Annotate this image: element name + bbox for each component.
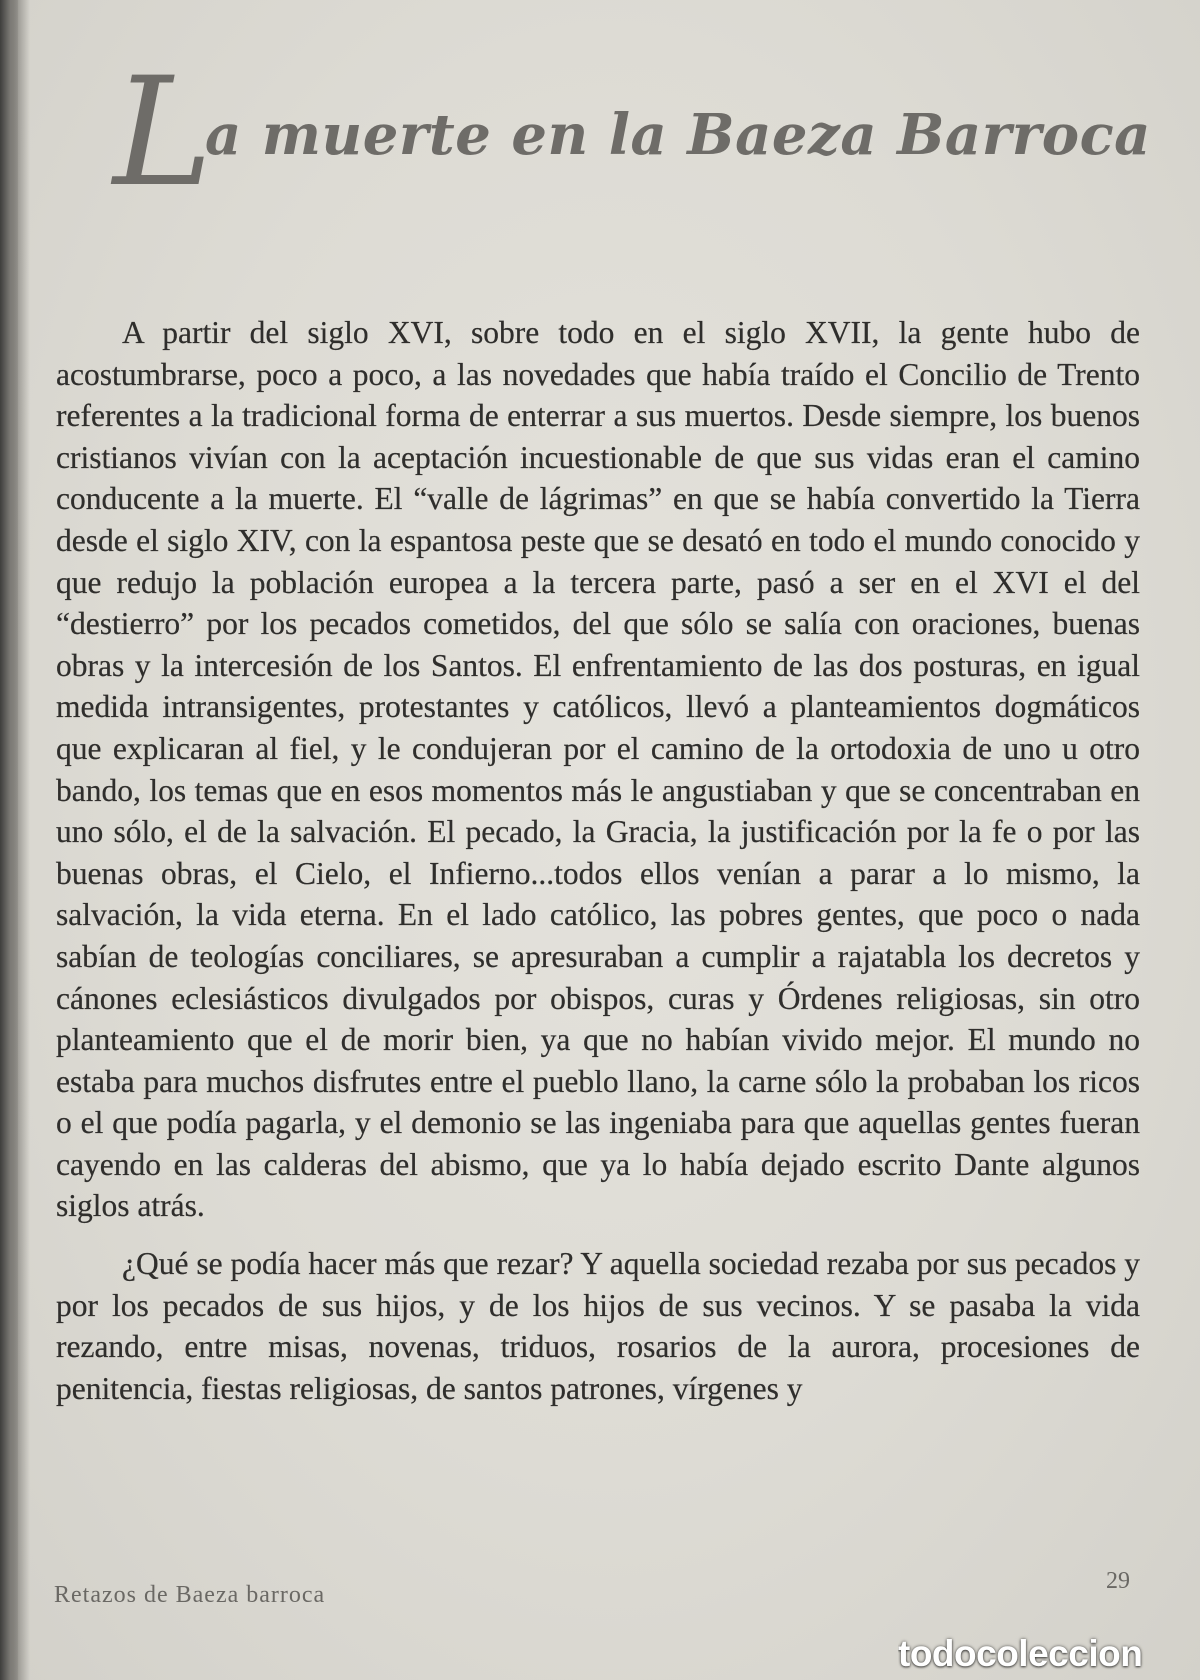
chapter-title: [113, 46, 1151, 220]
body-paragraph-1: A partir del siglo XVI, sobre todo en el siglo XVII, la gente hubo de acostumbrarse, poco a poco, a las novedades que había traído el Concilio de Trento referentes a la tradicional forma de enterrar a sus muertos. Desde siempre, los buenos cristianos vivían con la aceptación incuestionable de que sus vidas eran el camino conducente a la muerte. El “valle de lágrimas” en que se había convertido la Tierra desde el siglo XIV, con la espantosa peste que se desató en todo el mundo conocido y que redujo la población europea a la tercera parte, pasó a ser en el XVI el del “destierro” por los pecados cometidos, del que sólo se salía con oraciones, buenas obras y la intercesión de los Santos. El enfrentamiento de las dos posturas, en igual medida intransigentes, protestantes y católicos, llevó a planteamientos dogmáticos que explicaran al fiel, y le condujeran por el camino de la ortodoxia de uno u otro bando, los temas que en esos momentos más le angustiaban y que se concentraban en uno sólo, el de la salvación. El pecado, la Gracia, la justificación por la fe o por las buenas obras, el Cielo, el Infierno...todos ellos venían a parar a lo mismo, la salvación, la vida eterna. En el lado católico, las pobres gentes, que poco o nada sabían de teologías conciliares, se apresuraban a cumplir a rajatabla los decretos y cánones eclesiásticos divulgados por obispos, curas y Órdenes religiosas, sin otro planteamiento que el de morir bien, ya que no habían vivido mejor. El mundo no estaba para muchos disfrutes entre el pueblo llano, la carne sólo la probaban los ricos o el que podía pagarla, y el demonio se las ingeniaba para que aquellas gentes fueran cayendo en las calderas del abismo, que ya lo había dejado escrito Dante algunos siglos atrás.: [56, 315, 1140, 1224]
chapter-body: [56, 312, 1140, 1409]
book-page: [18, 0, 1200, 1680]
chapter-title-initial: L: [113, 46, 211, 220]
chapter-title-text: a muerte en la Baeza Barroca: [205, 102, 1151, 168]
page-number: 29: [1106, 1568, 1130, 1594]
running-footer-title: Retazos de Baeza barroca: [54, 1582, 326, 1608]
body-paragraph-2: ¿Qué se podía hacer más que rezar? Y aquella sociedad rezaba por sus pecados y por los pecados de sus hijos, y de los hijos de sus vecinos. Y se pasaba la vida rezando, entre misas, novenas, triduos, rosarios de la aurora, procesiones de penitencia, fiestas religiosas, de santos patrones, vírgenes y: [56, 1246, 1140, 1406]
book-spine-shadow: [0, 0, 30, 1680]
watermark-logo: todocoleccion: [898, 1634, 1143, 1674]
